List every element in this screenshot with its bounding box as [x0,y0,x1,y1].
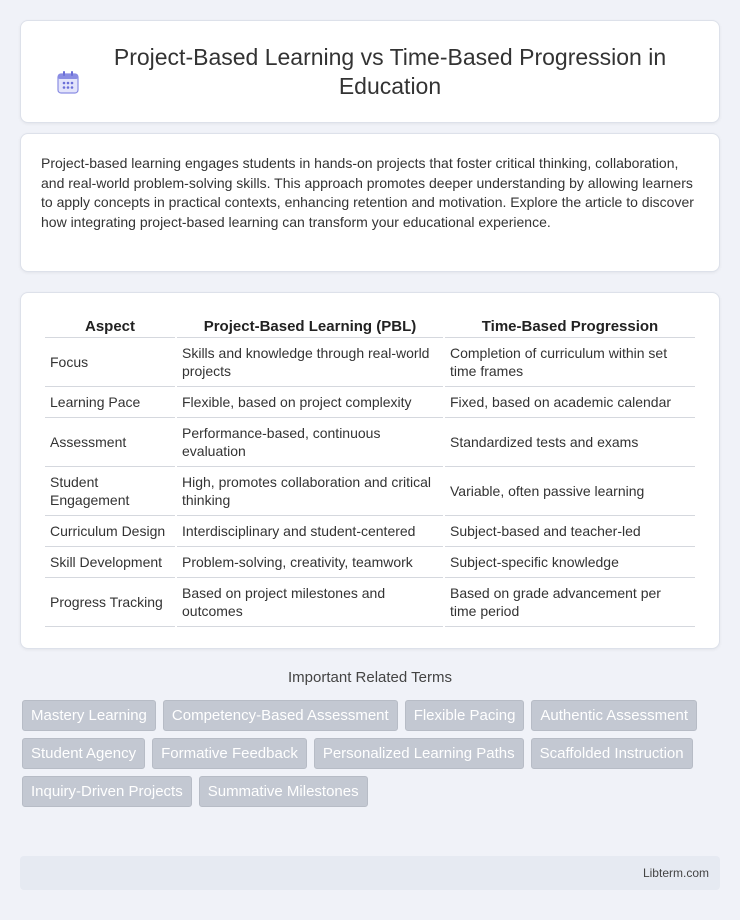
row-time-based: Subject-based and teacher-led [445,516,695,547]
row-aspect: Student Engagement [45,467,175,516]
table-header-row [45,313,695,338]
intro-card [20,133,720,272]
table-row [45,547,695,578]
row-time-based: Variable, often passive learning [445,467,695,516]
row-aspect: Focus [45,338,175,387]
row-aspect: Progress Tracking [45,578,175,627]
table-row [45,418,695,467]
row-aspect: Learning Pace [45,387,175,418]
row-pbl: Flexible, based on project complexity [177,387,443,418]
comparison-card [20,292,720,649]
intro-text: Project-based learning engages students in hands-on projects that foster critical thinking, collaboration, and real-world problem-solving skills. This approach promotes deeper understanding by allowing learners to apply concepts in practical contexts, enhancing retention and motivation. Explore the article to discover how integrating project-based learning can transform your educational experience. [41,155,694,230]
footer-site-link[interactable]: Libterm.com [642,866,709,880]
table-row [45,467,695,516]
title-card [20,20,720,123]
term-chip[interactable]: Flexible Pacing [405,700,525,731]
row-pbl: Problem-solving, creativity, teamwork [177,547,443,578]
row-pbl: Performance-based, continuous evaluation [177,418,443,467]
row-time-based: Standardized tests and exams [445,418,695,467]
row-time-based: Completion of curriculum within set time frames [445,338,695,387]
term-chip[interactable]: Inquiry-Driven Projects [22,776,192,807]
row-pbl: Based on project milestones and outcomes [177,578,443,627]
row-aspect: Skill Development [45,547,175,578]
term-chip[interactable]: Personalized Learning Paths [314,738,524,769]
row-pbl: High, promotes collaboration and critical thinking [177,467,443,516]
row-time-based: Fixed, based on academic calendar [445,387,695,418]
row-pbl: Interdisciplinary and student-centered [177,516,443,547]
term-chip[interactable]: Authentic Assessment [531,700,697,731]
header-aspect: Aspect [45,313,175,338]
page-title: Project-Based Learning vs Time-Based Progression in Education [113,43,667,99]
row-aspect: Assessment [45,418,175,467]
table-row [45,516,695,547]
term-chip[interactable]: Summative Milestones [199,776,368,807]
title-wrap [50,43,690,101]
term-chip[interactable]: Competency-Based Assessment [163,700,398,731]
header-time-based: Time-Based Progression [445,313,695,338]
comparison-table [43,313,697,627]
table-row [45,338,695,387]
table-row [45,387,695,418]
related-terms-title: Important Related Terms [288,669,452,686]
calendar-icon [55,69,81,95]
footer [20,856,720,890]
related-terms-list [22,700,722,814]
row-pbl: Skills and knowledge through real-world projects [177,338,443,387]
row-time-based: Based on grade advancement per time period [445,578,695,627]
term-chip[interactable]: Scaffolded Instruction [531,738,693,769]
row-aspect: Curriculum Design [45,516,175,547]
row-time-based: Subject-specific knowledge [445,547,695,578]
header-pbl: Project-Based Learning (PBL) [177,313,443,338]
term-chip[interactable]: Student Agency [22,738,145,769]
table-row [45,578,695,627]
term-chip[interactable]: Mastery Learning [22,700,156,731]
term-chip[interactable]: Formative Feedback [152,738,307,769]
